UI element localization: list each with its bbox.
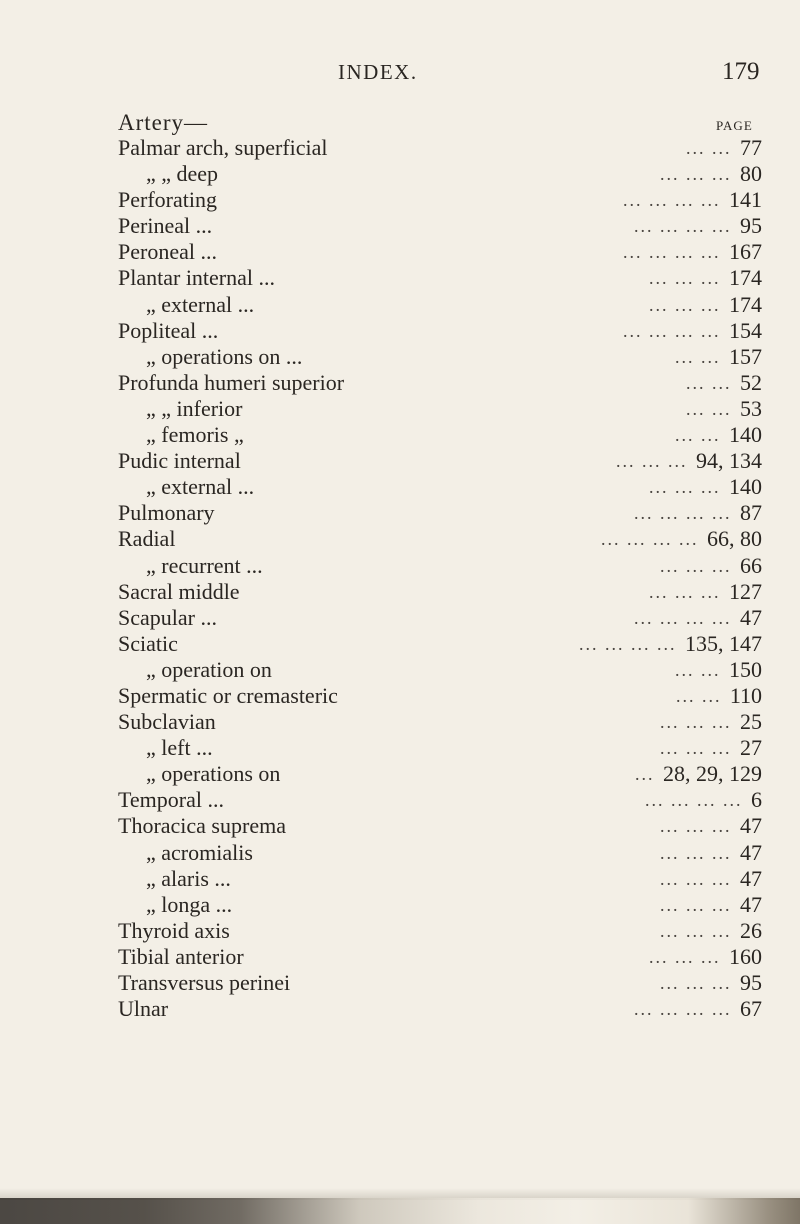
index-entries [0, 135, 800, 1022]
index-entry [0, 422, 800, 448]
index-entry [0, 579, 800, 605]
entry-page-ref: 154 [729, 317, 762, 343]
leader-dots: ... ... ... ... [601, 529, 699, 550]
entry-page-ref: 66, 80 [707, 526, 762, 552]
leader-dots: ... ... ... [660, 738, 732, 759]
leader-dots: ... ... [675, 346, 721, 367]
leader-dots: ... ... ... ... [634, 503, 732, 524]
index-entry [0, 866, 800, 892]
index-entry [0, 135, 800, 161]
entry-label: „ external ... [146, 291, 255, 317]
index-entry [0, 553, 800, 579]
entry-page-ref: 66 [740, 552, 762, 578]
entry-page-ref: 77 [740, 135, 762, 160]
leader-dots: ... ... ... ... [579, 633, 677, 654]
entry-page-ref: 110 [729, 682, 762, 708]
index-entry [0, 787, 800, 813]
index-entry [0, 631, 800, 657]
entry-page-ref: 25 [740, 709, 762, 735]
entry-label: Plantar internal ... [118, 265, 276, 291]
entry-label: Transversus perinei [118, 970, 291, 995]
entry-label: Thyroid axis [118, 917, 230, 943]
entry-page-ref: 150 [729, 656, 762, 682]
entry-label: Sacral middle [118, 578, 240, 604]
entry-page-ref: 160 [729, 943, 762, 969]
entry-label: Tibial anterior [118, 943, 244, 969]
index-entry [0, 892, 800, 918]
entry-page-ref: 167 [729, 239, 762, 265]
index-entry [0, 187, 800, 213]
index-entry [0, 239, 800, 265]
entry-page-ref: 80 [740, 161, 762, 187]
entry-label: Radial [118, 526, 176, 552]
leader-dots: ... ... ... [660, 164, 732, 185]
entry-label: Spermatic or cremasteric [118, 682, 338, 708]
entry-label: Pudic internal [118, 448, 241, 474]
leader-dots: ... ... [675, 659, 721, 680]
index-entry [0, 840, 800, 866]
leader-dots: ... ... ... ... [623, 242, 721, 263]
index-entry [0, 161, 800, 187]
entry-label: Profunda humeri superior [118, 369, 345, 395]
entry-page-ref: 95 [740, 970, 762, 995]
index-entry [0, 735, 800, 761]
leader-dots: ... ... [686, 398, 732, 419]
entry-label: „ operations on ... [146, 343, 303, 369]
entry-page-ref: 140 [729, 474, 762, 500]
entry-page-ref: 53 [740, 395, 762, 421]
leader-dots: ... ... ... [660, 712, 732, 733]
entry-page-ref: 141 [729, 187, 762, 213]
entry-page-ref: 174 [729, 291, 762, 317]
leader-dots: ... ... ... [649, 477, 721, 498]
entry-label: „ longa ... [146, 891, 233, 917]
leader-dots: ... ... ... ... [634, 607, 732, 628]
entry-page-ref: 135, 147 [685, 630, 762, 656]
leader-dots: ... ... ... [660, 816, 732, 837]
index-entry [0, 448, 800, 474]
entry-label: Ulnar [118, 996, 169, 1022]
entry-label: „ alaris ... [146, 865, 231, 891]
index-entry [0, 396, 800, 422]
entry-label: Pulmonary [118, 500, 215, 526]
page-number: 179 [722, 58, 760, 85]
index-entry [0, 761, 800, 787]
running-title: INDEX. [338, 60, 418, 84]
entry-label: „ femoris „ [146, 422, 244, 448]
entry-page-ref: 52 [740, 369, 762, 395]
index-entry [0, 918, 800, 944]
entry-page-ref: 28, 29, 129 [663, 761, 762, 787]
leader-dots: ... ... ... [649, 268, 721, 289]
index-entry [0, 709, 800, 735]
entry-label: „ acromialis [146, 839, 253, 865]
entry-label: Perineal ... [118, 213, 213, 239]
leader-dots: ... ... ... ... [645, 790, 743, 811]
entry-label: Sciatic [118, 630, 178, 656]
entry-label: Scapular ... [118, 604, 217, 630]
index-entry [0, 344, 800, 370]
leader-dots: ... ... ... ... [634, 216, 732, 237]
leader-dots: ... ... ... [649, 581, 721, 602]
leader-dots: ... ... ... [660, 920, 732, 941]
index-entry [0, 813, 800, 839]
entry-page-ref: 47 [740, 839, 762, 865]
index-entry [0, 500, 800, 526]
entry-label: Palmar arch, superficial [118, 135, 328, 160]
index-entry [0, 265, 800, 291]
index-entry [0, 657, 800, 683]
section-heading: Artery— [118, 110, 209, 135]
entry-label: „ external ... [146, 474, 255, 500]
index-entry [0, 970, 800, 996]
entry-page-ref: 47 [740, 813, 762, 839]
leader-dots: ... ... ... [660, 868, 732, 889]
entry-page-ref: 95 [740, 213, 762, 239]
leader-dots: ... ... [686, 372, 732, 393]
entry-page-ref: 47 [740, 891, 762, 917]
entry-page-ref: 157 [729, 343, 762, 369]
index-entry [0, 318, 800, 344]
entry-label: „ „ inferior [146, 395, 243, 421]
entry-page-ref: 94, 134 [696, 448, 762, 474]
entry-page-ref: 47 [740, 865, 762, 891]
entry-label: Thoracica suprema [118, 813, 286, 839]
index-entry [0, 526, 800, 552]
entry-label: „ „ deep [146, 161, 219, 187]
entry-page-ref: 174 [729, 265, 762, 291]
page-header [0, 52, 800, 92]
entry-page-ref: 127 [729, 578, 762, 604]
index-entry [0, 292, 800, 318]
leader-dots: ... ... [676, 685, 722, 706]
entry-page-ref: 6 [751, 787, 762, 813]
entry-label: „ operations on [146, 761, 281, 787]
index-entry [0, 683, 800, 709]
entry-label: Perforating [118, 187, 217, 213]
index-entry [0, 605, 800, 631]
index-entry [0, 213, 800, 239]
entry-label: Temporal ... [118, 787, 224, 813]
index-entry [0, 996, 800, 1022]
leader-dots: ... ... ... [660, 894, 732, 915]
entry-page-ref: 26 [740, 917, 762, 943]
leader-dots: ... ... ... ... [623, 190, 721, 211]
leader-dots: ... ... ... ... [623, 320, 721, 341]
leader-dots: ... ... ... [660, 973, 732, 993]
entry-page-ref: 47 [740, 604, 762, 630]
leader-dots: ... ... [675, 425, 721, 446]
leader-dots: ... ... ... [660, 555, 732, 576]
entry-label: Subclavian [118, 709, 216, 735]
entry-label: Peroneal ... [118, 239, 217, 265]
index-entry [0, 474, 800, 500]
page-edge-smudge [0, 1198, 800, 1224]
entry-page-ref: 67 [740, 996, 762, 1022]
leader-dots: ... ... ... [649, 294, 721, 315]
leader-dots: ... ... [686, 138, 732, 158]
entry-label: Popliteal ... [118, 317, 219, 343]
leader-dots: ... ... ... ... [634, 999, 732, 1020]
index-entry [0, 370, 800, 396]
entry-page-ref: 140 [729, 422, 762, 448]
entry-page-ref: 87 [740, 500, 762, 526]
page-column-label: PAGE [716, 118, 753, 133]
entry-label: „ operation on [146, 656, 272, 682]
entry-label: „ recurrent ... [146, 552, 263, 578]
leader-dots: ... ... ... [649, 946, 721, 967]
entry-label: „ left ... [146, 735, 213, 761]
leader-dots: ... ... ... [616, 451, 688, 472]
entry-page-ref: 27 [740, 735, 762, 761]
leader-dots: ... [635, 764, 655, 785]
leader-dots: ... ... ... [660, 842, 732, 863]
index-entry [0, 944, 800, 970]
